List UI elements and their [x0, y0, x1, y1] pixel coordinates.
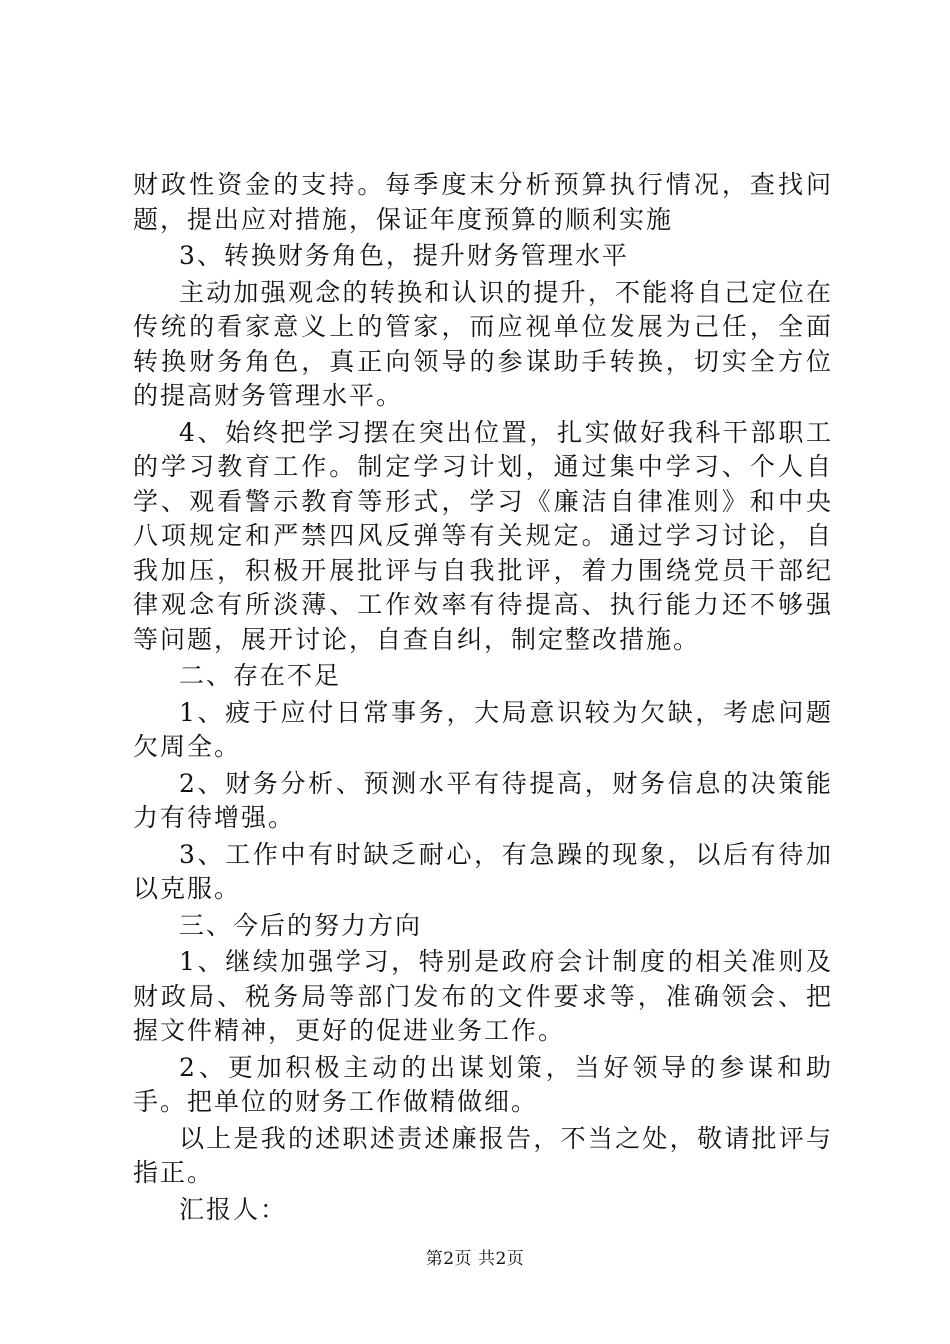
paragraph-item-4-learning: 4、始终把学习摆在突出位置，扎实做好我科干部职工的学习教育工作。制定学习计划，通过集中学习、个人自学、观看警示教育等形式，学习《廉洁自律准则》和中央八项规定和严禁四风反弹等有关规定。通过学习讨论，自我加压，积极开展批评与自我批评，着力围绕党员干部纪律观念有所淡薄、工作效率有待提高、执行能力还不够强等问题，展开讨论，自查自纠，制定整改措施。	[133, 417, 833, 654]
paragraph-direction-1: 1、继续加强学习，特别是政府会计制度的相关准则及财政局、税务局等部门发布的文件要求等，准确领会、把握文件精神，更好的促进业务工作。	[133, 947, 833, 1045]
paragraph-shortcoming-1: 1、疲于应付日常事务，大局意识较为欠缺，考虑问题欠周全。	[133, 697, 833, 761]
section-heading-shortcomings: 二、存在不足	[179, 661, 342, 690]
page-footer: 第2页 共2页	[425, 1249, 525, 1269]
paragraph-continuation: 财政性资金的支持。每季度末分析预算执行情况，查找问题，提出应对措施，保证年度预算的顺利实施	[133, 170, 833, 234]
document-body	[133, 168, 833, 1229]
paragraph-heading-item-3: 3、转换财务角色，提升财务管理水平	[179, 241, 629, 270]
paragraph-shortcoming-3: 3、工作中有时缺乏耐心，有急躁的现象，以后有待加以克服。	[133, 839, 833, 903]
paragraph-reporter: 汇报人：	[179, 1194, 288, 1224]
section-heading-future-direction: 三、今后的努力方向	[179, 910, 423, 940]
paragraph-closing: 以上是我的述职述责述廉报告，不当之处，敬请批评与指正。	[133, 1123, 833, 1187]
paragraph-direction-2: 2、更加积极主动的出谋划策，当好领导的参谋和助手。把单位的财务工作做精做细。	[133, 1052, 833, 1116]
paragraph-role-change: 主动加强观念的转换和认识的提升，不能将自己定位在传统的看家意义上的管家，而应视单位发展为己任，全面转换财务角色，真正向领导的参谋助手转换，切实全方位的提高财务管理水平。	[133, 277, 833, 410]
paragraph-shortcoming-2: 2、财务分析、预测水平有待提高，财务信息的决策能力有待增强。	[133, 768, 833, 832]
